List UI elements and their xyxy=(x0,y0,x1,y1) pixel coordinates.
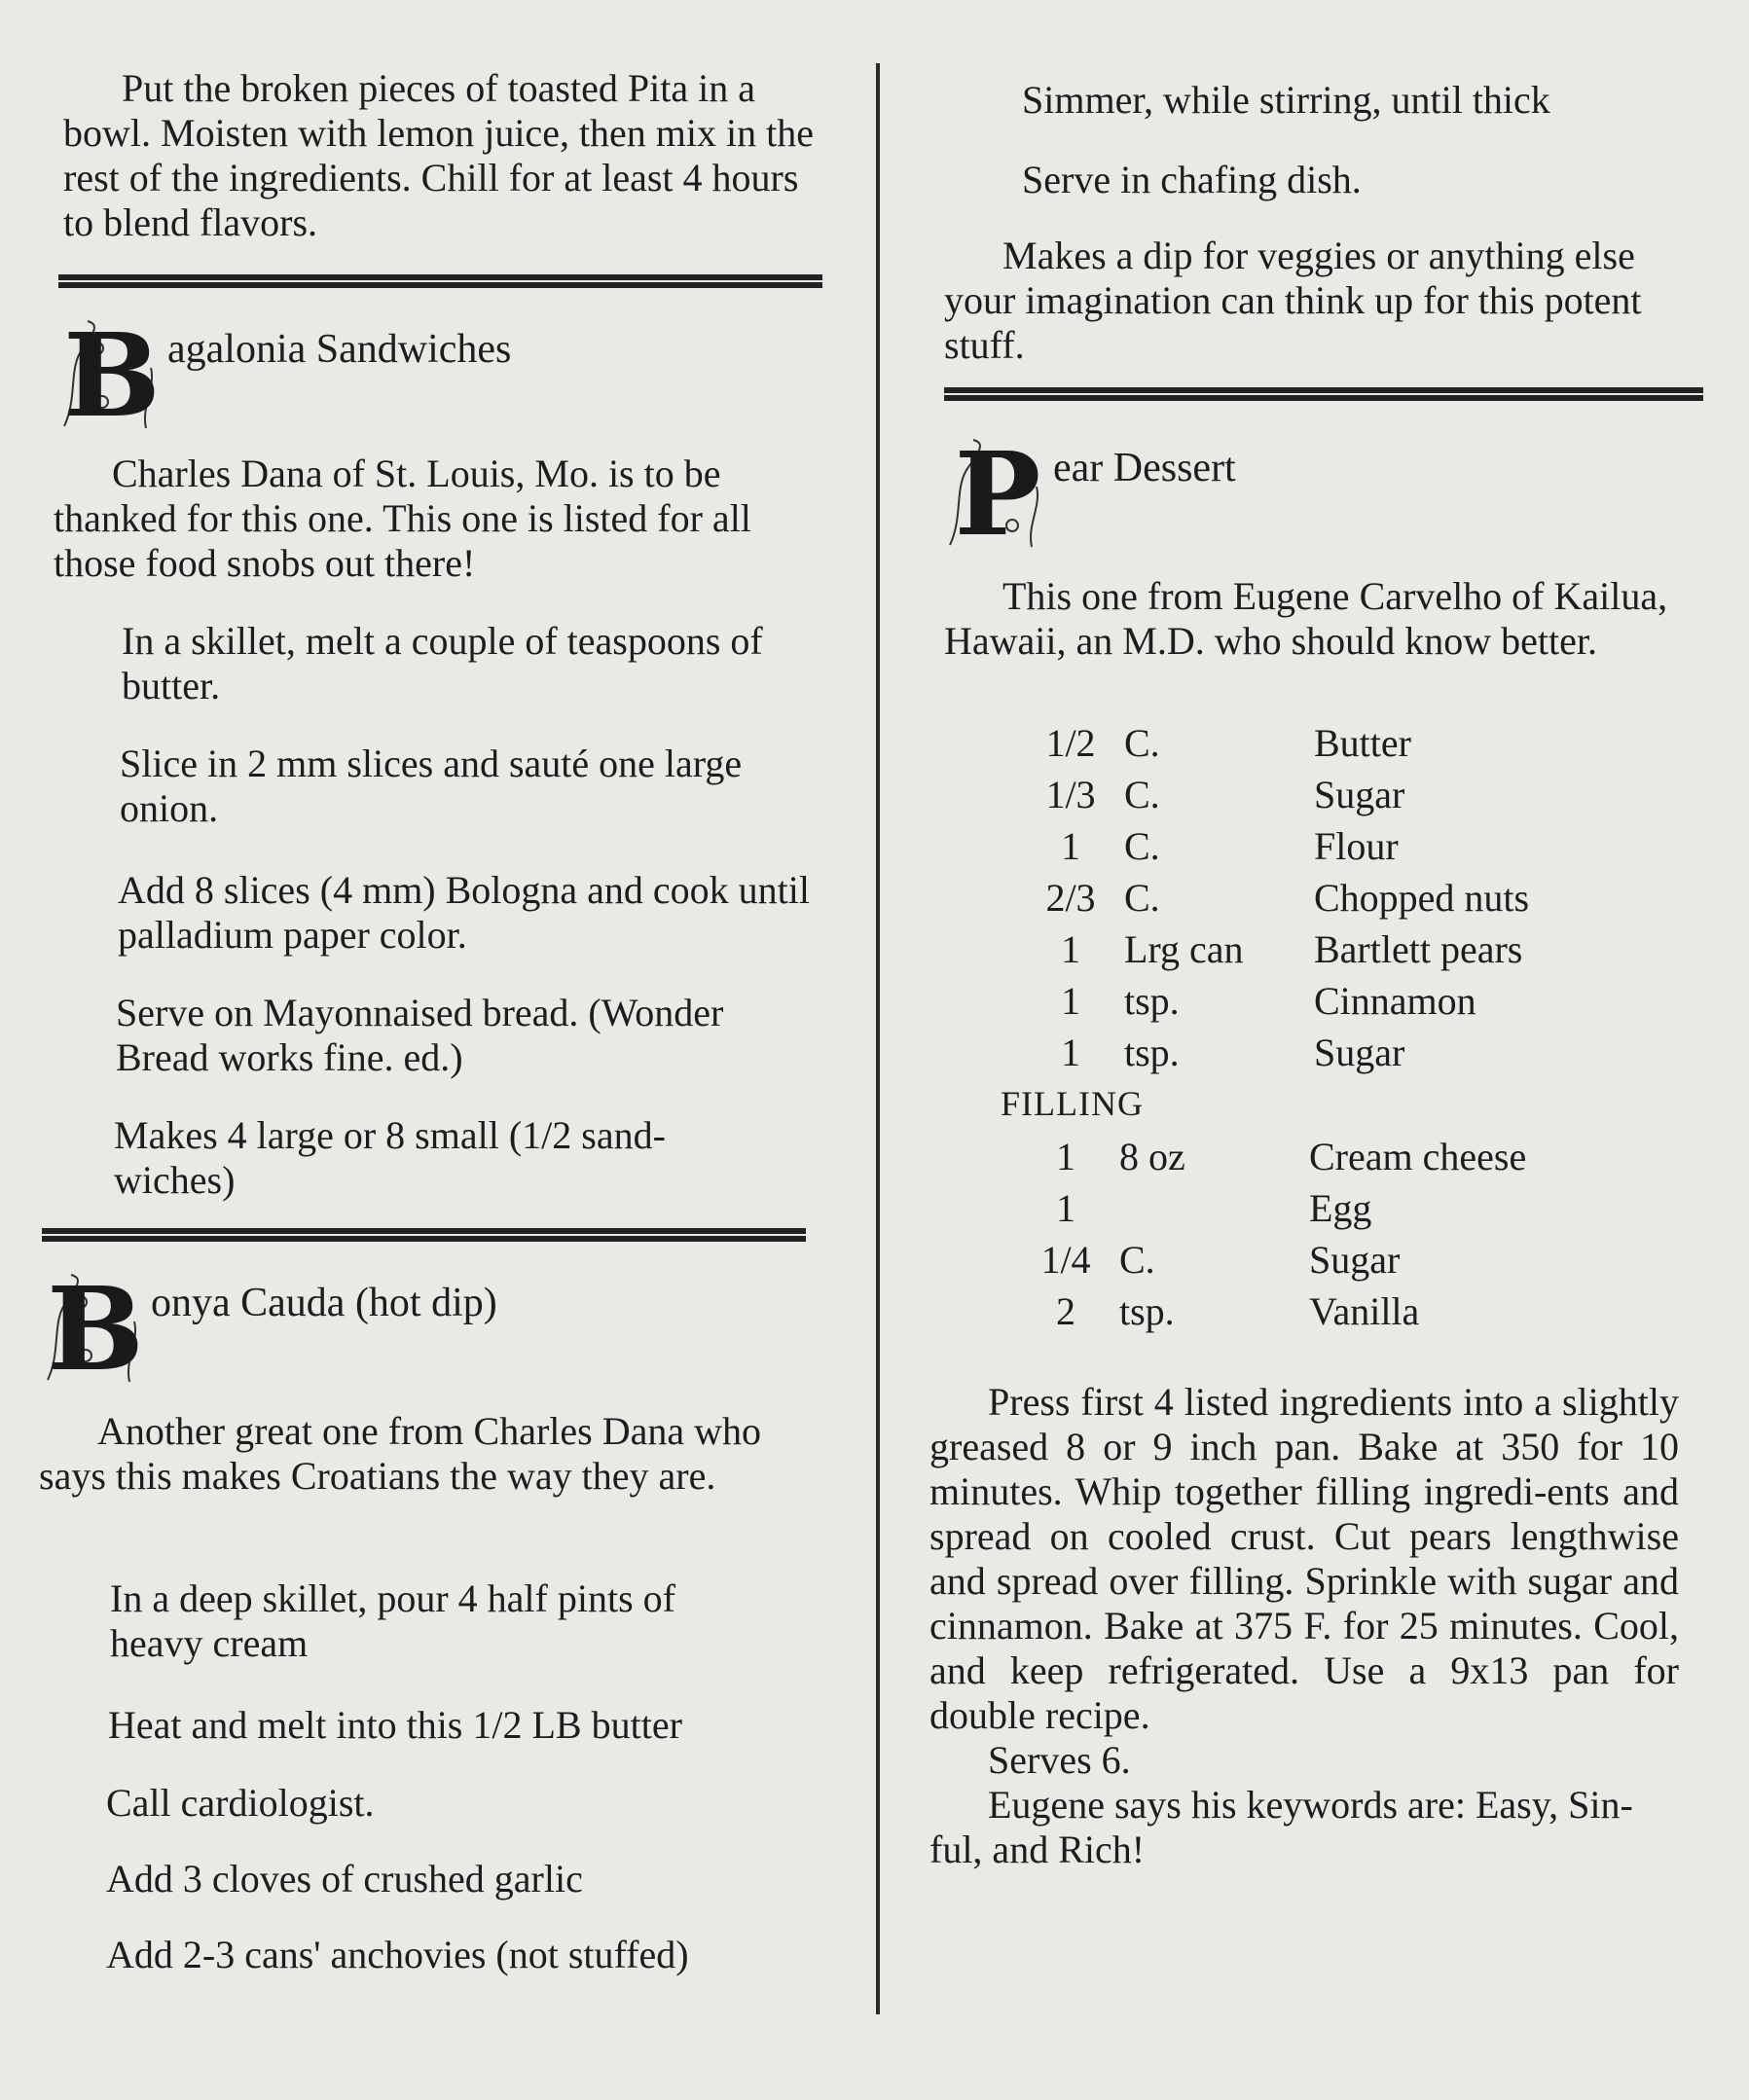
bagalonia-step: Serve on Mayonnaised bread. (Wonder Bread works fine. ed.) xyxy=(116,991,724,1079)
pear-serves: Serves 6. xyxy=(988,1738,1131,1782)
ingredient-qty: 1 xyxy=(1056,1186,1075,1230)
ingredient-unit: C. xyxy=(1124,721,1160,765)
ingredient-name: Cinnamon xyxy=(1314,979,1476,1023)
bagalonia-step: Add 8 slices (4 mm) Bologna and cook until palladium paper color. xyxy=(118,868,811,957)
ingredient-row xyxy=(1022,1237,1659,1288)
section-rule xyxy=(42,1228,806,1242)
bonya-step: Simmer, while stirring, until thick xyxy=(1022,78,1550,122)
ingredient-qty: 1 xyxy=(1061,979,1080,1023)
ingredient-qty: 2/3 xyxy=(1045,876,1096,920)
ingredient-qty: 1/2 xyxy=(1045,721,1096,765)
ingredients-table xyxy=(1027,720,1664,1081)
ingredient-row xyxy=(1027,823,1664,875)
ingredient-name: Sugar xyxy=(1314,1031,1405,1074)
bagalonia-step: Makes 4 large or 8 small (1/2 sand-wiches) xyxy=(114,1113,666,1202)
ingredient-row xyxy=(1022,1288,1659,1340)
ingredient-row xyxy=(1027,875,1664,926)
ingredient-qty: 1 xyxy=(1061,927,1080,971)
ingredient-qty: 1/4 xyxy=(1040,1238,1091,1282)
recipe-title: ear Dessert xyxy=(1053,446,1236,490)
bagalonia-intro: Charles Dana of St. Louis, Mo. is to be thanked for this one. This one is listed for all those food snobs out there! xyxy=(54,452,751,585)
ingredient-qty: 1/3 xyxy=(1045,773,1096,816)
ingredient-row xyxy=(1027,926,1664,978)
ingredient-name: Chopped nuts xyxy=(1314,876,1530,920)
ingredient-row xyxy=(1027,772,1664,823)
ingredient-qty: 1 xyxy=(1056,1135,1075,1178)
ingredient-row xyxy=(1027,1030,1664,1081)
ingredient-row xyxy=(1022,1134,1659,1185)
bonya-heading xyxy=(42,1261,497,1396)
section-rule xyxy=(58,274,822,288)
ingredient-unit: Lrg can xyxy=(1124,927,1244,971)
ornate-drop-cap: B xyxy=(58,319,165,431)
ingredient-unit: C. xyxy=(1124,824,1160,868)
ingredient-name: Vanilla xyxy=(1309,1289,1420,1333)
filling-table xyxy=(1022,1134,1659,1340)
bonya-intro: Another great one from Charles Dana who says this makes Croatians the way they are. xyxy=(39,1409,761,1498)
ingredient-unit: tsp. xyxy=(1124,979,1180,1023)
pita-directions: Put the broken pieces of toasted Pita in a bowl. Moisten with lemon juice, then mix in the rest of the ingredients. Chill for at least 4 hours to blend flavors. xyxy=(63,66,815,244)
ingredient-name: Sugar xyxy=(1309,1238,1401,1282)
ingredient-unit: tsp. xyxy=(1119,1289,1175,1333)
ingredient-unit: C. xyxy=(1124,773,1160,816)
column-divider xyxy=(876,63,880,2014)
ingredient-unit xyxy=(1110,1185,1309,1237)
bonya-step: Call cardiologist. xyxy=(106,1781,375,1825)
recipe-title: onya Cauda (hot dip) xyxy=(151,1281,497,1325)
bonya-step: In a deep skillet, pour 4 half pints of heavy cream xyxy=(110,1576,675,1665)
ingredient-unit: C. xyxy=(1124,876,1160,920)
filling-label: FILLING xyxy=(1001,1084,1144,1123)
bonya-step: Serve in chafing dish. xyxy=(1022,158,1362,201)
section-rule xyxy=(944,387,1703,401)
bonya-step: Add 2-3 cans' anchovies (not stuffed) xyxy=(106,1933,689,1976)
ingredient-name: Bartlett pears xyxy=(1314,927,1523,971)
ingredient-qty: 1 xyxy=(1061,1031,1080,1074)
ingredient-qty: 1 xyxy=(1061,824,1080,868)
ornate-drop-cap: B xyxy=(42,1273,149,1385)
ingredient-name: Cream cheese xyxy=(1309,1135,1527,1178)
ingredient-name: Butter xyxy=(1314,721,1411,765)
bagalonia-step: In a skillet, melt a couple of teaspoons of butter. xyxy=(122,619,763,707)
ingredient-unit: C. xyxy=(1119,1238,1155,1282)
bagalonia-step: Slice in 2 mm slices and sauté one large onion. xyxy=(120,742,743,830)
ingredient-name: Flour xyxy=(1314,824,1399,868)
pear-heading xyxy=(944,426,1236,561)
bagalonia-heading xyxy=(58,308,512,443)
bonya-step: Add 3 cloves of crushed garlic xyxy=(106,1857,583,1901)
ingredient-unit: tsp. xyxy=(1124,1031,1180,1074)
pear-directions: Press first 4 listed ingredients into a slightly greased 8 or 9 inch pan. Bake at 350 for 10 minutes. Whip together filling ingredi-ents and spread on cooled crust. Cut pears lengthwise and spread over filling. Sprinkle with sugar and cinnamon. Bake at 375 F. for 25 minutes. Cool, and keep refrigerated. Use a 9x13 pan for double recipe. xyxy=(929,1380,1679,1737)
ingredient-unit: 8 oz xyxy=(1119,1135,1185,1178)
ingredient-row xyxy=(1027,978,1664,1030)
pear-closing: Eugene says his keywords are: Easy, Sin-ful, and Rich! xyxy=(929,1783,1633,1871)
ingredient-name: Egg xyxy=(1309,1186,1372,1230)
bonya-closing: Makes a dip for veggies or anything else your imagination can think up for this potent stuff. xyxy=(944,234,1642,367)
ornate-drop-cap: P xyxy=(944,438,1051,550)
ingredient-row xyxy=(1027,720,1664,772)
recipe-title: agalonia Sandwiches xyxy=(167,327,512,372)
ingredient-name: Sugar xyxy=(1314,773,1405,816)
ingredient-qty: 2 xyxy=(1056,1289,1075,1333)
ingredient-row xyxy=(1022,1185,1659,1237)
bonya-step: Heat and melt into this 1/2 LB butter xyxy=(108,1703,682,1747)
pear-intro: This one from Eugene Carvelho of Kailua, Hawaii, an M.D. who should know better. xyxy=(944,574,1668,663)
